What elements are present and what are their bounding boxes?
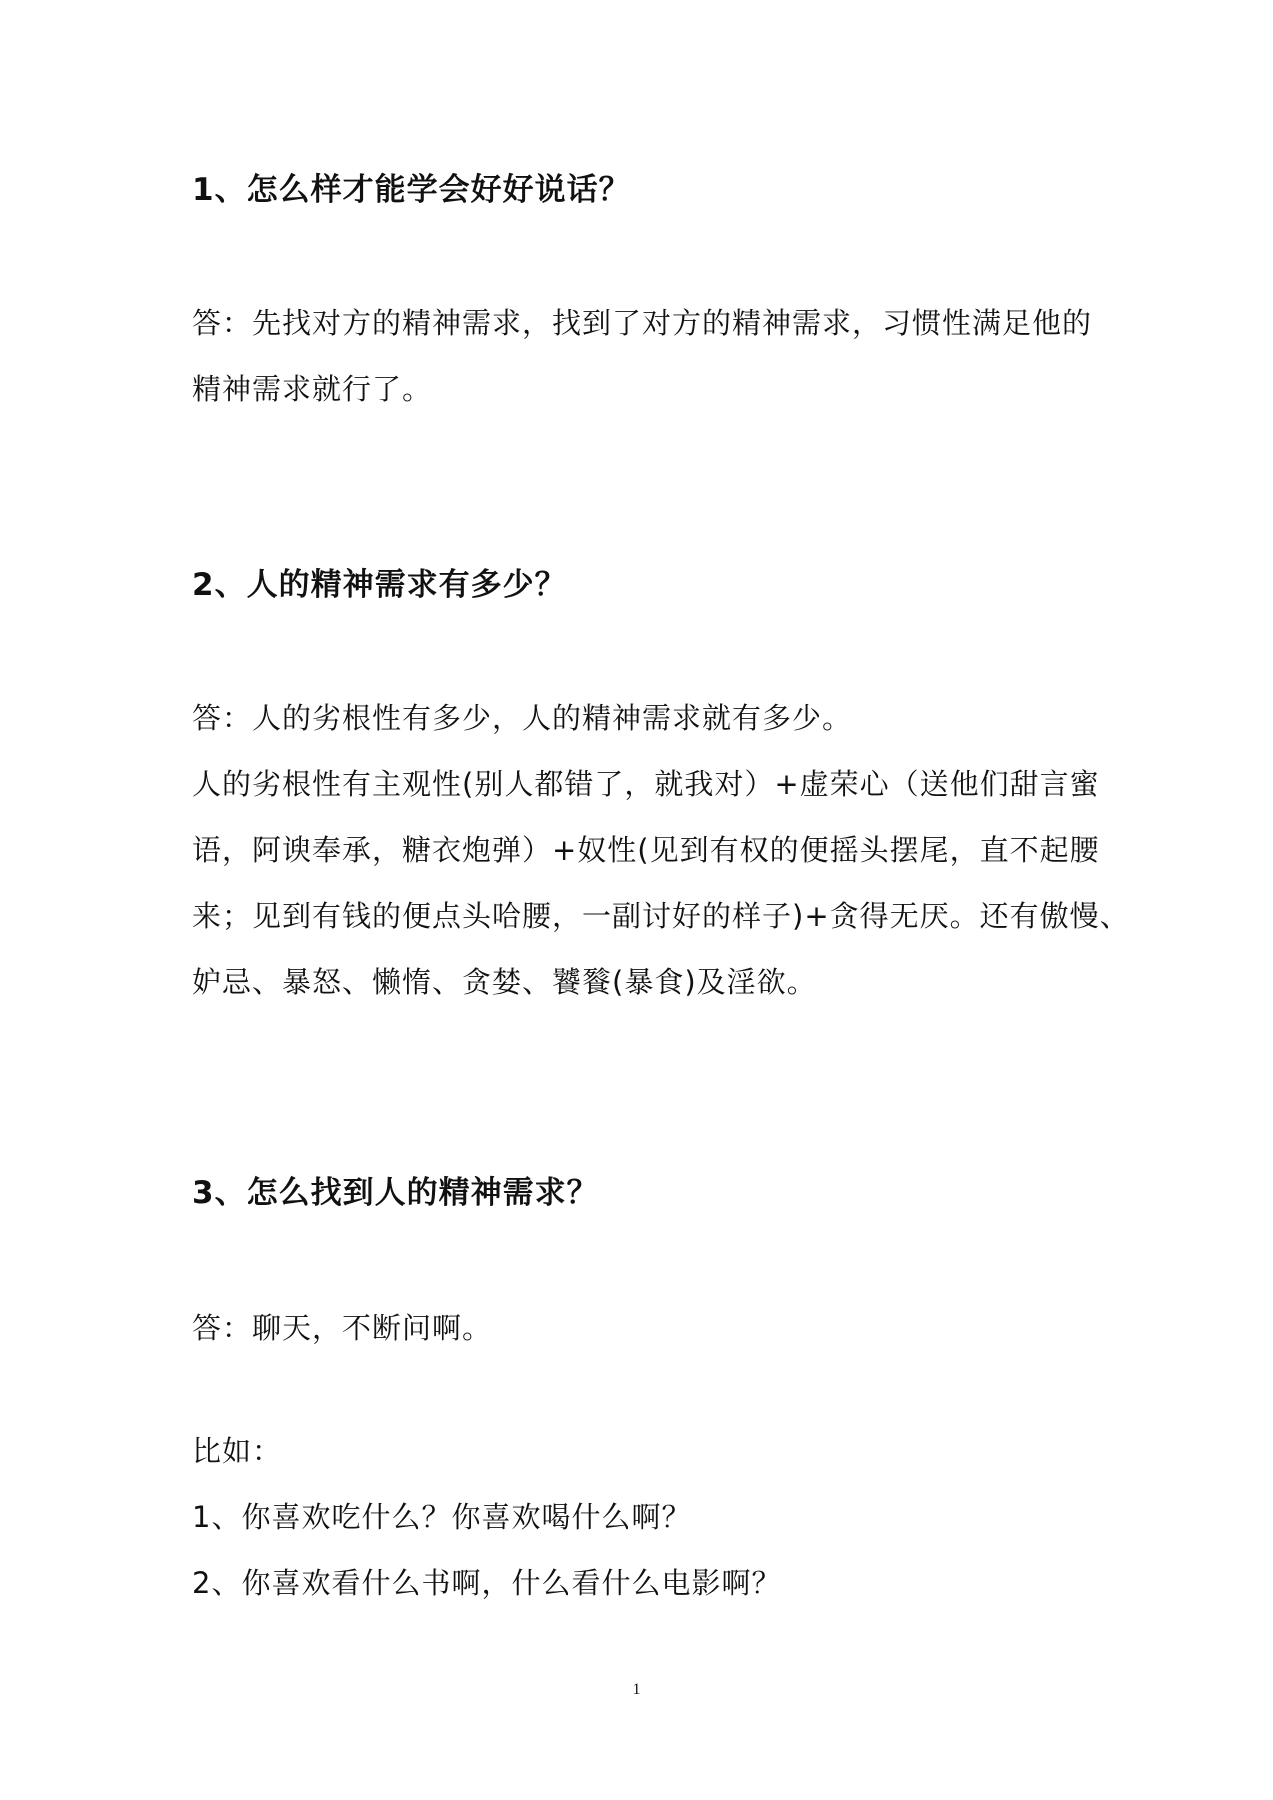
section-1-answer-line-1: 答：先找对方的精神需求，找到了对方的精神需求，习惯性满足他的	[192, 306, 1093, 340]
section-1-heading: 1、怎么样才能学会好好说话？	[192, 172, 631, 208]
section-3-example-2: 2、你喜欢看什么书啊，什么看什么电影啊？	[192, 1566, 782, 1600]
section-2-answer-line-3: 语，阿谀奉承，糖衣炮弹）+奴性(见到有权的便摇头摆尾，直不起腰	[192, 833, 1100, 867]
section-3-answer-line-1: 答：聊天，不断问啊。	[192, 1311, 493, 1345]
section-2-answer	[192, 685, 1130, 1015]
section-2-heading: 2、人的精神需求有多少？	[192, 567, 567, 603]
section-2-answer-line-4: 来；见到有钱的便点头哈腰，一副讨好的样子)+贪得无厌。还有傲慢、	[192, 899, 1130, 933]
section-2-answer-line-1: 答：人的劣根性有多少，人的精神需求就有多少。	[192, 701, 853, 735]
section-3-heading: 3、怎么找到人的精神需求？	[192, 1175, 599, 1211]
section-3-examples	[192, 1418, 1092, 1616]
section-2-answer-line-2: 人的劣根性有主观性(别人都错了，就我对）+虚荣心（送他们甜言蜜	[192, 767, 1100, 801]
section-3-answer	[192, 1295, 1092, 1361]
section-1-answer-line-2: 精神需求就行了。	[192, 372, 433, 406]
section-2-answer-line-5: 妒忌、暴怒、懒惰、贪婪、饕餮(暴食)及淫欲。	[192, 965, 817, 999]
page-number: 1	[632, 1681, 641, 1698]
section-3-example-1: 1、你喜欢吃什么？你喜欢喝什么啊？	[192, 1500, 692, 1534]
section-3-example-intro: 比如：	[192, 1434, 283, 1468]
section-1-answer	[192, 290, 1092, 422]
